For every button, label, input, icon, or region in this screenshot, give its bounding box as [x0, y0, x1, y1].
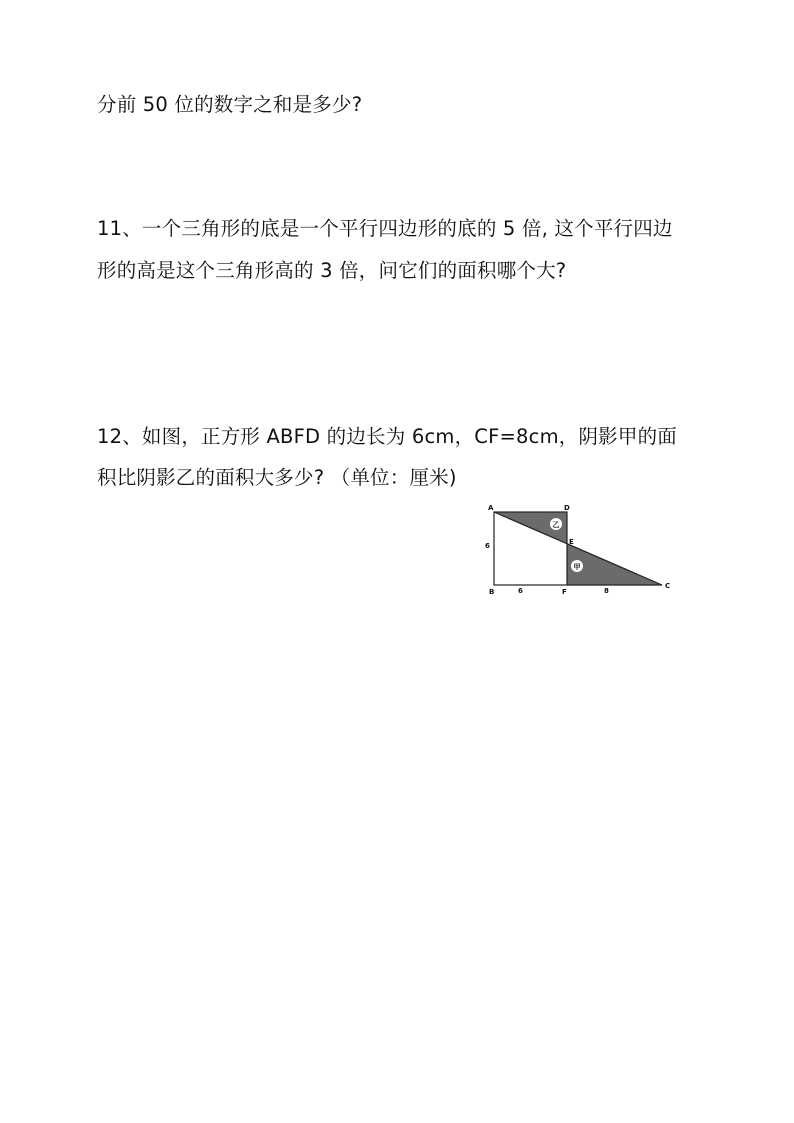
label-point-f: F — [562, 588, 567, 596]
question-12-line-2: 积比阴影乙的面积大多少? （单位：厘米) — [97, 466, 457, 489]
label-bf-length: 6 — [518, 587, 523, 595]
label-jia: 甲 — [573, 563, 581, 571]
label-point-c: C — [665, 582, 671, 590]
question-10-tail: 分前 50 位的数字之和是多少? — [97, 93, 363, 116]
label-point-a: A — [488, 504, 494, 512]
label-point-b: B — [489, 588, 495, 596]
label-yi: 乙 — [552, 521, 560, 529]
label-point-e: E — [569, 538, 574, 546]
question-11-line-1: 11、一个三角形的底是一个平行四边形的底的 5 倍, 这个平行四边 — [97, 217, 673, 240]
label-fc-length: 8 — [604, 587, 609, 595]
label-point-d: D — [564, 504, 570, 512]
question-11-line-2: 形的高是这个三角形高的 3 倍，问它们的面积哪个大? — [97, 259, 567, 282]
question-12-line-1: 12、如图，正方形 ABFD 的边长为 6cm，CF=8cm，阴影甲的面 — [97, 425, 677, 448]
label-side-length: 6 — [485, 542, 490, 550]
geometry-figure — [484, 502, 674, 597]
